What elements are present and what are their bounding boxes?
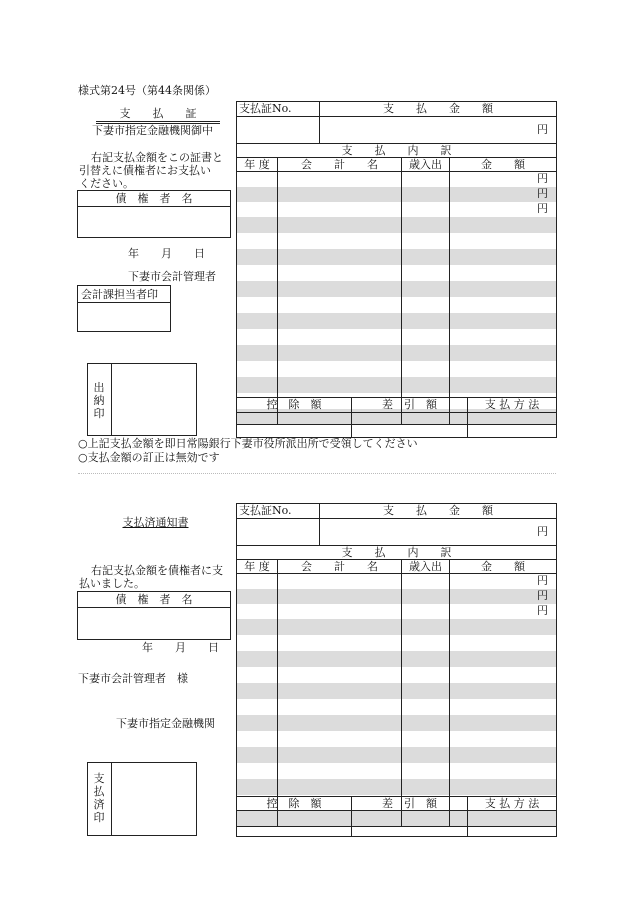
yen-unit: 円 (537, 172, 548, 186)
amount-cell[interactable] (450, 731, 557, 747)
cashier-seal-divider (111, 363, 112, 436)
amount-cell[interactable] (450, 217, 557, 233)
balance-label: 差 引 額 (352, 398, 468, 413)
method-label: 支 払 方 法 (468, 797, 557, 811)
creditor-label-2: 債 権 者 名 (115, 593, 193, 606)
section-separator (78, 473, 556, 474)
amount-cell[interactable] (450, 763, 557, 779)
cell[interactable] (402, 249, 450, 265)
amount-cell[interactable] (450, 249, 557, 265)
yen-unit: 円 (537, 589, 548, 602)
cell[interactable] (237, 779, 278, 795)
cell[interactable] (237, 265, 278, 281)
cell[interactable] (278, 763, 402, 779)
date-label-2: 年 月 日 (142, 641, 219, 654)
cell[interactable] (402, 683, 450, 699)
amount-cell[interactable] (450, 329, 557, 345)
cell[interactable] (278, 574, 402, 589)
instruction-line-1: 右記支払金額をこの証書と (91, 151, 223, 164)
total-amount-field[interactable] (320, 519, 557, 546)
cell[interactable] (278, 731, 402, 747)
cell[interactable] (278, 281, 402, 297)
breakdown-header: 支 払 内 訳 (237, 546, 557, 560)
cell[interactable] (237, 329, 278, 345)
cell[interactable] (237, 202, 278, 217)
amount-cell[interactable] (450, 361, 557, 377)
amount-cell[interactable] (450, 619, 557, 635)
cert-no-label: 支払証No. (237, 504, 320, 519)
cell[interactable] (402, 202, 450, 217)
yen-unit: 円 (537, 123, 548, 136)
amount-cell[interactable] (450, 699, 557, 715)
cell[interactable] (402, 297, 450, 313)
yen-unit: 円 (537, 604, 548, 617)
payment-footer-1 (236, 397, 557, 438)
amount-cell[interactable] (450, 667, 557, 683)
amount-cell[interactable] (450, 377, 557, 393)
cell[interactable] (278, 377, 402, 393)
col-amount: 金 額 (450, 560, 557, 574)
amount-cell[interactable] (450, 265, 557, 281)
payment-notice-title: 支払済通知書 (122, 516, 189, 529)
cell[interactable] (237, 377, 278, 393)
cert-no-label: 支払証No. (237, 102, 320, 117)
cell[interactable] (278, 217, 402, 233)
cell[interactable] (237, 699, 278, 715)
cell[interactable] (278, 683, 402, 699)
cell[interactable] (278, 604, 402, 619)
amount-cell[interactable] (450, 202, 557, 217)
cell[interactable] (237, 589, 278, 604)
cell[interactable] (402, 635, 450, 651)
instruction2-line-1: 右記支払金額を債権者に支 (91, 564, 223, 577)
amount-cell[interactable] (450, 187, 557, 202)
cell[interactable] (237, 574, 278, 589)
cell[interactable] (237, 604, 278, 619)
cell[interactable] (402, 187, 450, 202)
cell[interactable] (402, 747, 450, 763)
cell[interactable] (237, 233, 278, 249)
payment-certificate-title: 支 払 証 (96, 107, 220, 124)
cell[interactable] (237, 763, 278, 779)
creditor-name-field[interactable] (78, 207, 230, 237)
paid-seal-label: 支 払 済 印 (93, 772, 105, 824)
cell[interactable] (402, 172, 450, 187)
cell[interactable] (237, 297, 278, 313)
deduction-field[interactable] (237, 413, 352, 438)
cell[interactable] (237, 667, 278, 683)
cell[interactable] (278, 779, 402, 795)
cell[interactable] (278, 619, 402, 635)
cell[interactable] (278, 202, 402, 217)
deduction-field[interactable] (237, 811, 352, 837)
creditor-name-field-2[interactable] (78, 608, 230, 639)
balance-field[interactable] (352, 811, 468, 837)
col-account: 会 計 名 (278, 560, 402, 574)
breakdown-header: 支 払 内 訳 (237, 144, 557, 158)
cell[interactable] (278, 635, 402, 651)
cell[interactable] (237, 313, 278, 329)
amount-cell[interactable] (450, 747, 557, 763)
amount-cell[interactable] (450, 313, 557, 329)
cell[interactable] (402, 589, 450, 604)
cell[interactable] (402, 667, 450, 683)
yen-unit: 円 (537, 574, 548, 588)
yen-unit: 円 (537, 525, 548, 538)
payment-footer-2 (236, 796, 557, 837)
cell[interactable] (278, 361, 402, 377)
cell[interactable] (402, 619, 450, 635)
amount-header: 支 払 金 額 (320, 504, 557, 519)
amount-cell[interactable] (450, 297, 557, 313)
cell[interactable] (402, 361, 450, 377)
amount-cell[interactable] (450, 683, 557, 699)
cell[interactable] (402, 731, 450, 747)
cell[interactable] (402, 233, 450, 249)
method-field[interactable] (468, 811, 557, 837)
addressee: 下妻市指定金融機関御中 (92, 124, 213, 137)
col-amount: 金 額 (450, 158, 557, 172)
payment-table-1 (236, 101, 557, 425)
cashier-seal-label: 出 納 印 (93, 381, 105, 420)
cell[interactable] (402, 377, 450, 393)
cell[interactable] (402, 281, 450, 297)
cell[interactable] (237, 345, 278, 361)
yen-unit: 円 (537, 202, 548, 215)
amount-cell[interactable] (450, 779, 557, 795)
accounting-manager-2: 下妻市会計管理者 様 (78, 672, 188, 685)
cert-no-field[interactable] (237, 519, 320, 546)
cell[interactable] (237, 361, 278, 377)
cell[interactable] (237, 651, 278, 667)
balance-field[interactable] (352, 413, 468, 438)
cell[interactable] (278, 249, 402, 265)
creditor-label: 債 権 者 名 (115, 192, 193, 205)
amount-cell[interactable] (450, 172, 557, 187)
cell[interactable] (237, 619, 278, 635)
cell[interactable] (402, 329, 450, 345)
cell[interactable] (278, 233, 402, 249)
note-1: ○上記支払金額を即日常陽銀行下妻市役所派出所で受領してください (78, 437, 418, 450)
amount-cell[interactable] (450, 635, 557, 651)
cell[interactable] (237, 747, 278, 763)
col-year: 年 度 (237, 560, 278, 574)
amount-cell[interactable] (450, 281, 557, 297)
cell[interactable] (237, 683, 278, 699)
cert-no-field[interactable] (237, 117, 320, 144)
deduction-label: 控 除 額 (237, 398, 352, 413)
note-2: ○支払金額の訂正は無効です (78, 451, 220, 464)
amount-cell[interactable] (450, 715, 557, 731)
amount-header: 支 払 金 額 (320, 102, 557, 117)
method-field[interactable] (468, 413, 557, 438)
payment-table-2 (236, 503, 557, 827)
amount-cell[interactable] (450, 589, 557, 604)
staff-seal-label-line (77, 302, 171, 303)
amount-cell[interactable] (450, 651, 557, 667)
cell[interactable] (237, 187, 278, 202)
form-number: 様式第24号（第44条関係） (78, 84, 216, 97)
amount-cell[interactable] (450, 345, 557, 361)
cell[interactable] (237, 731, 278, 747)
total-amount-field[interactable] (320, 117, 557, 144)
cell[interactable] (278, 589, 402, 604)
cell[interactable] (278, 345, 402, 361)
balance-label: 差 引 額 (352, 797, 468, 811)
cell[interactable] (237, 172, 278, 187)
cell[interactable] (237, 217, 278, 233)
cell[interactable] (278, 651, 402, 667)
staff-seal-label: 会計課担当者印 (81, 288, 158, 301)
cell[interactable] (278, 187, 402, 202)
cell[interactable] (278, 329, 402, 345)
accounting-manager: 下妻市会計管理者 (128, 270, 216, 283)
amount-cell[interactable] (450, 574, 557, 589)
cell[interactable] (402, 763, 450, 779)
col-type: 歳入出 (402, 158, 450, 172)
cell[interactable] (402, 345, 450, 361)
cell[interactable] (402, 217, 450, 233)
cell[interactable] (237, 635, 278, 651)
deduction-label: 控 除 額 (237, 797, 352, 811)
col-type: 歳入出 (402, 560, 450, 574)
cell[interactable] (402, 699, 450, 715)
cell[interactable] (402, 779, 450, 795)
cell[interactable] (278, 313, 402, 329)
col-year: 年 度 (237, 158, 278, 172)
cell[interactable] (278, 297, 402, 313)
paid-seal-divider (111, 762, 112, 836)
yen-unit: 円 (537, 187, 548, 200)
designated-bank: 下妻市指定金融機関 (116, 717, 215, 730)
amount-cell[interactable] (450, 604, 557, 619)
cell[interactable] (278, 667, 402, 683)
amount-cell[interactable] (450, 233, 557, 249)
col-account: 会 計 名 (278, 158, 402, 172)
cell[interactable] (278, 715, 402, 731)
cell[interactable] (278, 699, 402, 715)
method-label: 支 払 方 法 (468, 398, 557, 413)
cell[interactable] (237, 281, 278, 297)
instruction2-line-2: 払いました。 (79, 577, 145, 590)
cell[interactable] (402, 313, 450, 329)
cell[interactable] (402, 604, 450, 619)
instruction-line-3: ください。 (79, 177, 134, 190)
cell[interactable] (237, 715, 278, 731)
cell[interactable] (278, 747, 402, 763)
cell[interactable] (402, 265, 450, 281)
cell[interactable] (278, 265, 402, 281)
date-label: 年 月 日 (128, 247, 205, 260)
cell[interactable] (402, 574, 450, 589)
instruction-line-2: 引替えに債権者にお支払い (79, 164, 211, 177)
cell[interactable] (278, 172, 402, 187)
cell[interactable] (402, 651, 450, 667)
cell[interactable] (402, 715, 450, 731)
cell[interactable] (237, 249, 278, 265)
